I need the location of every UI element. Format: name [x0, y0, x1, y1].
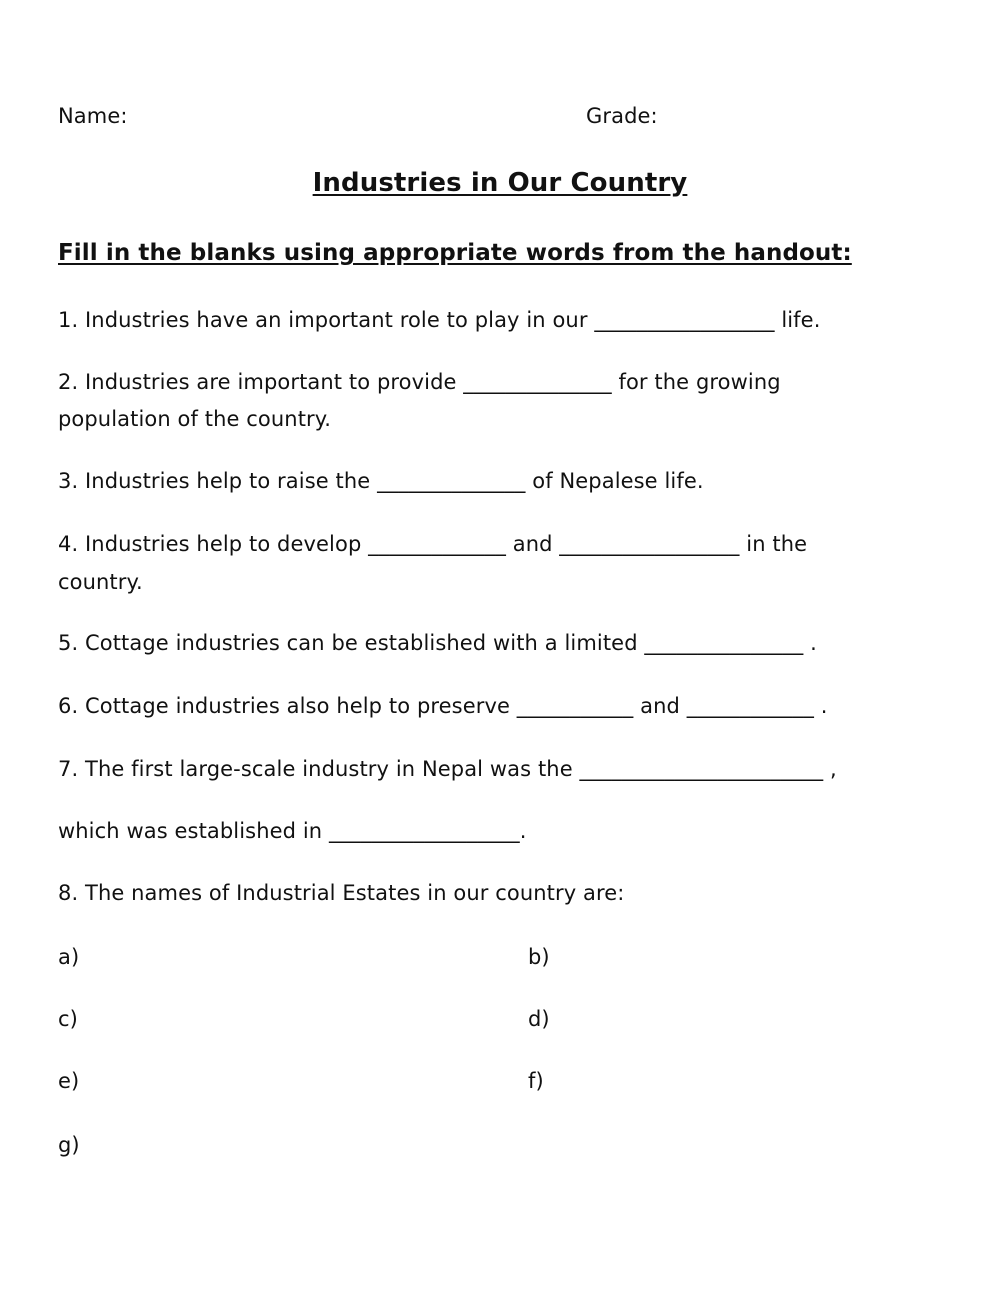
question-2: 2. Industries are important to provide ______________ for the growing [58, 370, 781, 394]
question-8: 8. The names of Industrial Estates in our country are: [58, 881, 625, 905]
question-7-cont: which was established in __________________. [58, 819, 527, 843]
name-label: Name: [58, 104, 128, 128]
answer-b: b) [528, 945, 550, 969]
question-6: 6. Cottage industries also help to preserve ___________ and ____________ . [58, 694, 828, 718]
question-1: 1. Industries have an important role to play in our _________________ life. [58, 308, 821, 332]
question-2-cont: population of the country. [58, 407, 332, 431]
question-5: 5. Cottage industries can be established with a limited _______________ . [58, 631, 817, 655]
question-4: 4. Industries help to develop _____________ and _________________ in the [58, 532, 808, 556]
answer-a: a) [58, 945, 80, 969]
question-3: 3. Industries help to raise the ______________ of Nepalese life. [58, 469, 704, 493]
instructions: Fill in the blanks using appropriate words from the handout: [58, 240, 852, 266]
answer-c: c) [58, 1007, 78, 1031]
question-4-cont: country. [58, 570, 143, 594]
question-7: 7. The first large-scale industry in Nepal was the _______________________ , [58, 757, 837, 781]
answer-f: f) [528, 1069, 544, 1093]
page-title: Industries in Our Country [312, 168, 688, 198]
answer-g: g) [58, 1133, 80, 1157]
answer-e: e) [58, 1069, 80, 1093]
answer-d: d) [528, 1007, 550, 1031]
grade-label: Grade: [586, 104, 658, 128]
